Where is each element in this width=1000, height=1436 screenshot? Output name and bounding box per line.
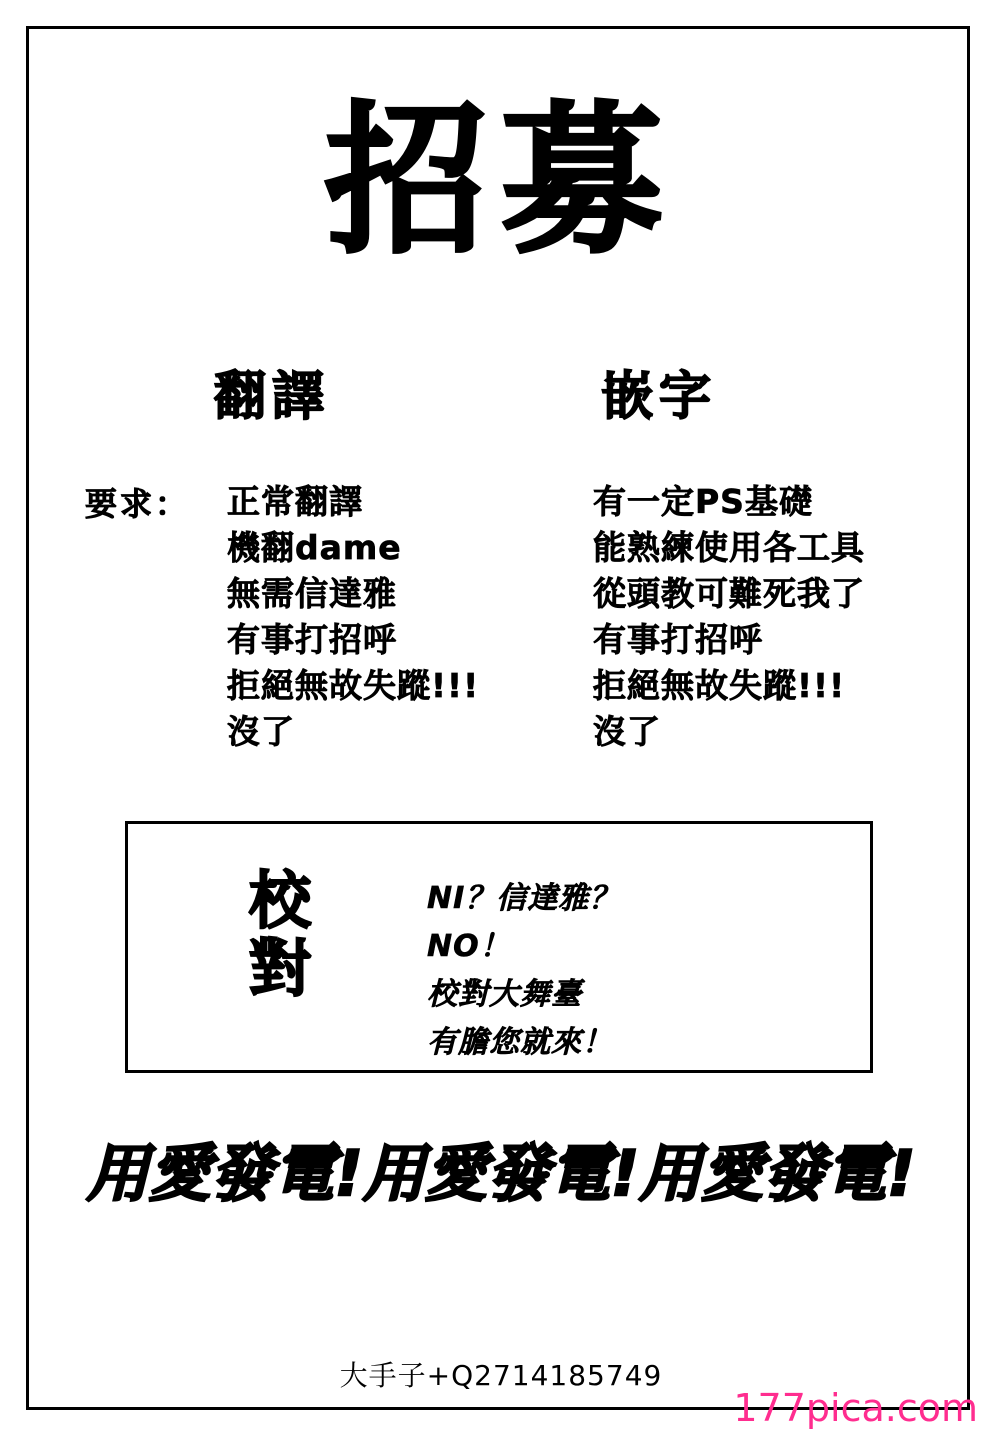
poster-frame bbox=[26, 26, 970, 1410]
list-item: 拒絕無故失蹤!!! bbox=[593, 666, 846, 705]
list-item: NI？信達雅？ bbox=[427, 881, 621, 916]
requirements-label: 要求： bbox=[85, 485, 191, 523]
list-item: 從頭教可難死我了 bbox=[593, 574, 865, 613]
list-item: 拒絕無故失蹤!!! bbox=[227, 666, 480, 705]
requirements-list-typeset bbox=[593, 479, 865, 755]
watermark: 177pica.com bbox=[733, 1386, 978, 1430]
proofread-lines bbox=[427, 875, 620, 1067]
list-item: 機翻dame bbox=[227, 528, 402, 567]
list-item: 正常翻譯 bbox=[227, 482, 363, 521]
page-title: 招募 bbox=[325, 88, 677, 276]
list-item: 能熟練使用各工具 bbox=[593, 528, 865, 567]
list-item: 有膽您就來！ bbox=[427, 1025, 613, 1060]
slogan: 用愛發電!用愛發電!用愛發電! bbox=[86, 1137, 916, 1210]
contact-info: 大手子+Q2714185749 bbox=[339, 1359, 663, 1392]
list-item: 有事打招呼 bbox=[227, 620, 397, 659]
column-title-translate: 翻譯 bbox=[214, 367, 331, 427]
requirements-list-translate bbox=[227, 479, 479, 755]
proofread-title: 校對 bbox=[248, 864, 311, 1005]
list-item: NO！ bbox=[427, 929, 511, 964]
list-item: 沒了 bbox=[227, 712, 295, 751]
list-item: 有事打招呼 bbox=[593, 620, 763, 659]
list-item: 校對大舞臺 bbox=[427, 977, 582, 1012]
list-item: 有一定PS基礎 bbox=[593, 482, 813, 521]
list-item: 無需信達雅 bbox=[227, 574, 397, 613]
column-title-typeset: 嵌字 bbox=[601, 367, 718, 427]
list-item: 沒了 bbox=[593, 712, 661, 751]
